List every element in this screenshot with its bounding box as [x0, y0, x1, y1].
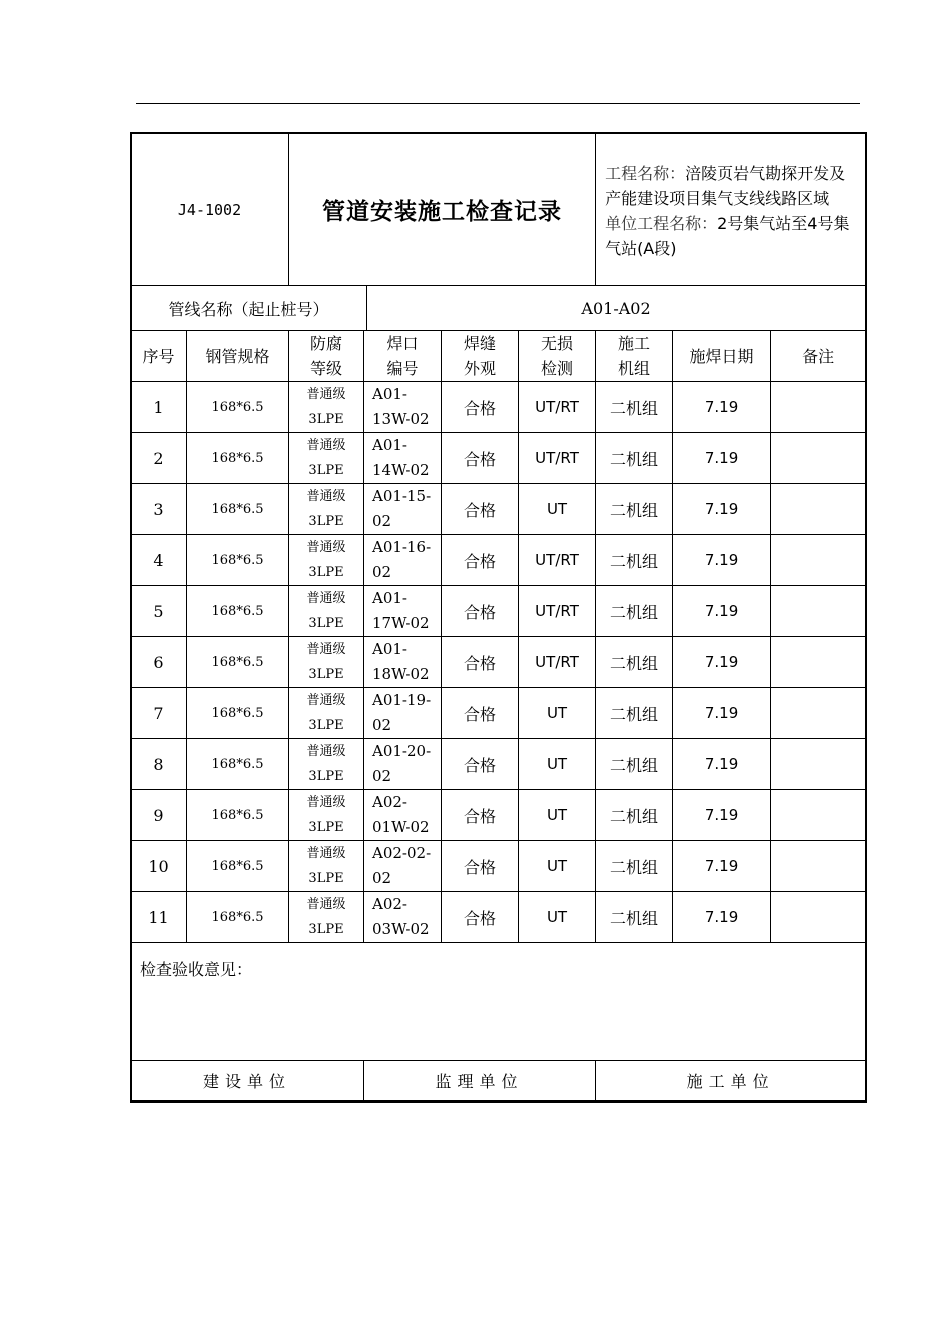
cell-crew: 二机组 [596, 841, 673, 892]
cell-note [771, 892, 866, 943]
table-row [131, 433, 866, 484]
cell-crew: 二机组 [596, 535, 673, 586]
cell-ndt: UT/RT [519, 637, 596, 688]
cell-ndt: UT [519, 484, 596, 535]
header-weld-appearance: 焊缝 外观 [442, 331, 519, 382]
cell-weld-number: A02- 03W-02 [364, 892, 442, 943]
cell-weld-date: 7.19 [673, 637, 771, 688]
cell-appearance: 合格 [442, 892, 519, 943]
project-name-label: 工程名称： [605, 164, 686, 183]
cell-ndt: UT [519, 790, 596, 841]
cell-spec: 168*6.5 [187, 586, 289, 637]
cell-weld-date: 7.19 [673, 739, 771, 790]
cell-note [771, 586, 866, 637]
header-rule [136, 103, 860, 104]
cell-spec: 168*6.5 [187, 535, 289, 586]
cell-crew: 二机组 [596, 484, 673, 535]
cell-appearance: 合格 [442, 484, 519, 535]
cell-ndt: UT/RT [519, 382, 596, 433]
header-note: 备注 [771, 331, 866, 382]
cell-appearance: 合格 [442, 586, 519, 637]
cell-weld-number: A01- 18W-02 [364, 637, 442, 688]
cell-grade: 普通级 3LPE [289, 433, 364, 484]
cell-ndt: UT [519, 739, 596, 790]
cell-appearance: 合格 [442, 739, 519, 790]
table-row [131, 841, 866, 892]
cell-note [771, 637, 866, 688]
cell-seq: 7 [131, 688, 187, 739]
cell-ndt: UT/RT [519, 433, 596, 484]
cell-weld-number: A01-20- 02 [364, 739, 442, 790]
cell-ndt: UT/RT [519, 586, 596, 637]
table-row [131, 637, 866, 688]
cell-crew: 二机组 [596, 586, 673, 637]
cell-crew: 二机组 [596, 790, 673, 841]
cell-weld-number: A01- 17W-02 [364, 586, 442, 637]
cell-weld-number: A01- 14W-02 [364, 433, 442, 484]
header-weld-date: 施焊日期 [673, 331, 771, 382]
document-code: J4-1002 [131, 134, 289, 286]
project-name-value: 涪陵页岩气勘探开发及产能建设项目集气支线线路区域 [605, 164, 846, 208]
cell-spec: 168*6.5 [187, 382, 289, 433]
cell-seq: 5 [131, 586, 187, 637]
cell-weld-date: 7.19 [673, 484, 771, 535]
supervisor-unit: 监理单位 [364, 1061, 596, 1101]
cell-note [771, 535, 866, 586]
cell-weld-date: 7.19 [673, 892, 771, 943]
pipeline-name-value: A01-A02 [367, 286, 866, 331]
cell-grade: 普通级 3LPE [289, 790, 364, 841]
cell-weld-date: 7.19 [673, 382, 771, 433]
cell-note [771, 382, 866, 433]
table-row [131, 688, 866, 739]
cell-weld-number: A01-19- 02 [364, 688, 442, 739]
pipeline-row [131, 286, 866, 331]
cell-weld-date: 7.19 [673, 433, 771, 484]
pipeline-name-label: 管线名称（起止桩号） [131, 286, 367, 331]
cell-crew: 二机组 [596, 382, 673, 433]
cell-grade: 普通级 3LPE [289, 739, 364, 790]
cell-note [771, 484, 866, 535]
cell-weld-number: A01- 13W-02 [364, 382, 442, 433]
cell-weld-date: 7.19 [673, 790, 771, 841]
cell-appearance: 合格 [442, 841, 519, 892]
inspection-opinion-row [131, 943, 866, 1061]
cell-seq: 3 [131, 484, 187, 535]
cell-grade: 普通级 3LPE [289, 382, 364, 433]
table-row [131, 790, 866, 841]
unit-project-label: 单位工程名称： [605, 214, 718, 233]
header-seq: 序号 [131, 331, 187, 382]
cell-weld-date: 7.19 [673, 586, 771, 637]
cell-grade: 普通级 3LPE [289, 892, 364, 943]
cell-ndt: UT [519, 841, 596, 892]
cell-note [771, 841, 866, 892]
cell-grade: 普通级 3LPE [289, 535, 364, 586]
table-row [131, 739, 866, 790]
cell-spec: 168*6.5 [187, 637, 289, 688]
cell-note [771, 688, 866, 739]
cell-spec: 168*6.5 [187, 841, 289, 892]
cell-ndt: UT [519, 688, 596, 739]
project-info [596, 134, 866, 286]
cell-seq: 9 [131, 790, 187, 841]
cell-spec: 168*6.5 [187, 433, 289, 484]
header-anticorrosion: 防腐 等级 [289, 331, 364, 382]
cell-weld-number: A01-15- 02 [364, 484, 442, 535]
table-row [131, 586, 866, 637]
column-header-row [131, 331, 866, 382]
table-row [131, 535, 866, 586]
cell-appearance: 合格 [442, 790, 519, 841]
unit-project-value: 2号集气站至4号集气站(A段) [605, 214, 850, 258]
table-row [131, 484, 866, 535]
cell-spec: 168*6.5 [187, 892, 289, 943]
cell-grade: 普通级 3LPE [289, 688, 364, 739]
table-row [131, 892, 866, 943]
cell-seq: 2 [131, 433, 187, 484]
cell-weld-number: A01-16- 02 [364, 535, 442, 586]
cell-note [771, 433, 866, 484]
header-crew: 施工 机组 [596, 331, 673, 382]
header-ndt: 无损 检测 [519, 331, 596, 382]
inspection-record-table [130, 133, 866, 1101]
cell-grade: 普通级 3LPE [289, 637, 364, 688]
cell-spec: 168*6.5 [187, 739, 289, 790]
cell-appearance: 合格 [442, 637, 519, 688]
inspection-opinion-label: 检查验收意见： [131, 943, 866, 1061]
cell-weld-number: A02- 01W-02 [364, 790, 442, 841]
cell-crew: 二机组 [596, 892, 673, 943]
cell-crew: 二机组 [596, 637, 673, 688]
cell-grade: 普通级 3LPE [289, 586, 364, 637]
cell-ndt: UT/RT [519, 535, 596, 586]
cell-crew: 二机组 [596, 433, 673, 484]
cell-grade: 普通级 3LPE [289, 484, 364, 535]
cell-spec: 168*6.5 [187, 688, 289, 739]
cell-note [771, 739, 866, 790]
cell-note [771, 790, 866, 841]
cell-grade: 普通级 3LPE [289, 841, 364, 892]
cell-ndt: UT [519, 892, 596, 943]
cell-appearance: 合格 [442, 382, 519, 433]
cell-weld-number: A02-02- 02 [364, 841, 442, 892]
cell-weld-date: 7.19 [673, 841, 771, 892]
table-row [131, 382, 866, 433]
document-title: 管道安装施工检查记录 [289, 134, 596, 286]
header-spec: 钢管规格 [187, 331, 289, 382]
cell-spec: 168*6.5 [187, 790, 289, 841]
owner-unit: 建设单位 [131, 1061, 364, 1101]
cell-seq: 8 [131, 739, 187, 790]
title-row [131, 134, 866, 286]
cell-seq: 6 [131, 637, 187, 688]
cell-appearance: 合格 [442, 535, 519, 586]
cell-seq: 11 [131, 892, 187, 943]
cell-appearance: 合格 [442, 688, 519, 739]
cell-weld-date: 7.19 [673, 688, 771, 739]
cell-seq: 10 [131, 841, 187, 892]
header-weld-number: 焊口 编号 [364, 331, 442, 382]
contractor-unit: 施工单位 [596, 1061, 866, 1101]
cell-weld-date: 7.19 [673, 535, 771, 586]
cell-spec: 168*6.5 [187, 484, 289, 535]
cell-seq: 1 [131, 382, 187, 433]
cell-appearance: 合格 [442, 433, 519, 484]
cell-crew: 二机组 [596, 688, 673, 739]
cell-crew: 二机组 [596, 739, 673, 790]
cell-seq: 4 [131, 535, 187, 586]
signature-row [131, 1061, 866, 1101]
